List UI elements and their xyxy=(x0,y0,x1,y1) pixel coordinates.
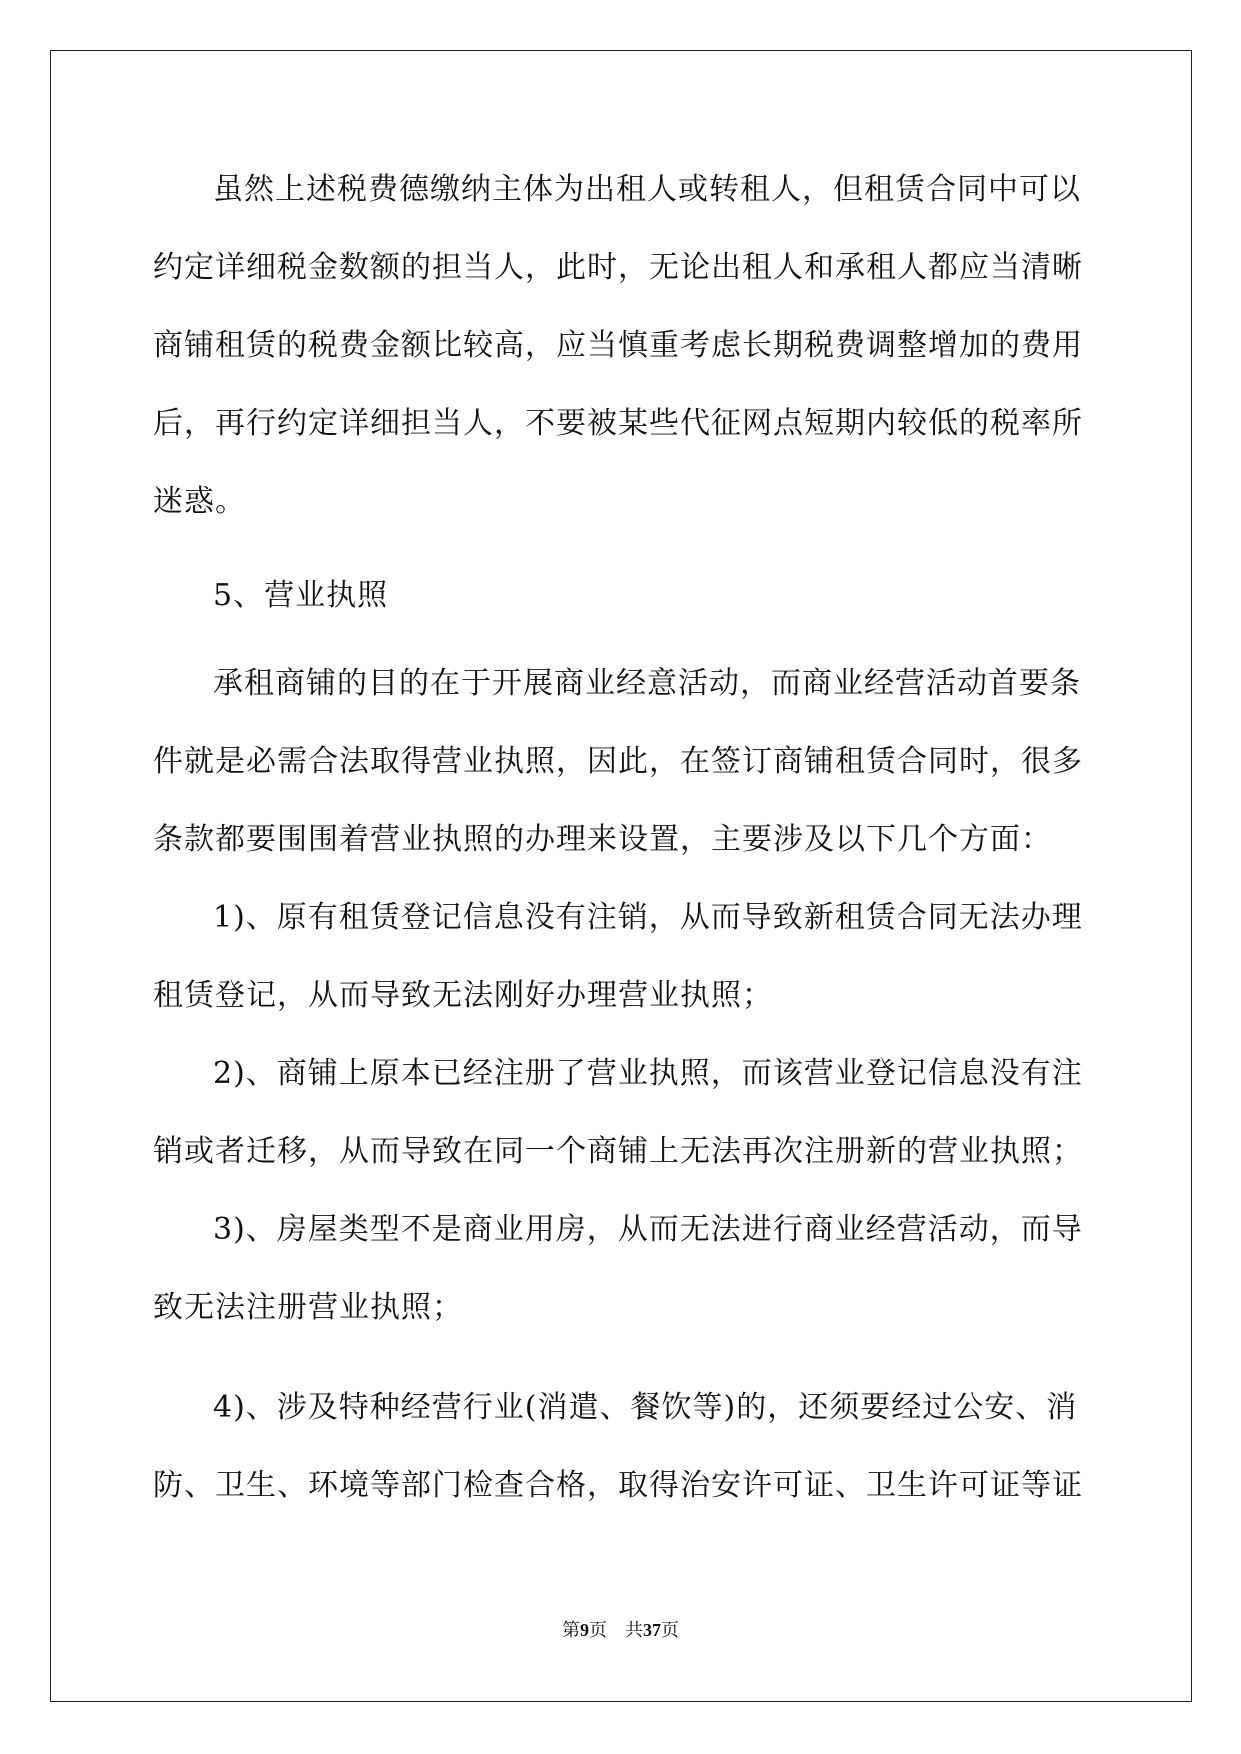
total-pages: 37 xyxy=(643,1620,661,1640)
text-line: 件就是必需合法取得营业执照，因此，在签订商铺租赁合同时，很多 xyxy=(153,744,1083,779)
section-heading: 5、营业执照 xyxy=(213,578,389,613)
page-footer xyxy=(0,1618,1241,1643)
text-line: 后，再行约定详细担当人，不要被某些代征网点短期内较低的税率所 xyxy=(153,406,1083,441)
footer-mid: 页 共 xyxy=(589,1620,643,1641)
list-item-text: 3)、房屋类型不是商业用房，从而无法进行商业经营活动，而导 xyxy=(213,1212,1083,1247)
text-line: 销或者迁移，从而导致在同一个商铺上无法再次注册新的营业执照； xyxy=(153,1134,1083,1169)
page-border xyxy=(50,50,1192,1702)
text-line: 迷惑。 xyxy=(153,484,246,519)
text-line: 致无法注册营业执照； xyxy=(153,1290,463,1325)
list-item-text: 2)、商铺上原本已经注册了营业执照，而该营业登记信息没有注 xyxy=(213,1056,1083,1091)
text-line: 虽然上述税费德缴纳主体为出租人或转租人，但租赁合同中可以 xyxy=(213,172,1081,207)
list-item-text: 4)、涉及特种经营行业(消遣、餐饮等)的，还须要经过公安、消 xyxy=(213,1390,1078,1425)
text-line: 条款都要围围着营业执照的办理来设置，主要涉及以下几个方面： xyxy=(153,822,1052,857)
text-line: 防、卫生、环境等部门检查合格，取得治安许可证、卫生许可证等证 xyxy=(153,1468,1083,1503)
text-line: 租赁登记，从而导致无法刚好办理营业执照； xyxy=(153,978,773,1013)
text-line: 承租商铺的目的在于开展商业经意活动，而商业经营活动首要条 xyxy=(213,666,1081,701)
list-item-text: 1)、原有租赁登记信息没有注销，从而导致新租赁合同无法办理 xyxy=(213,900,1083,935)
page-number: 9 xyxy=(580,1620,589,1640)
footer-prefix: 第 xyxy=(562,1620,580,1641)
footer-suffix: 页 xyxy=(661,1620,679,1641)
text-line: 商铺租赁的税费金额比较高，应当慎重考虑长期税费调整增加的费用 xyxy=(153,328,1083,363)
text-line: 约定详细税金数额的担当人，此时，无论出租人和承租人都应当清晰 xyxy=(153,250,1083,285)
